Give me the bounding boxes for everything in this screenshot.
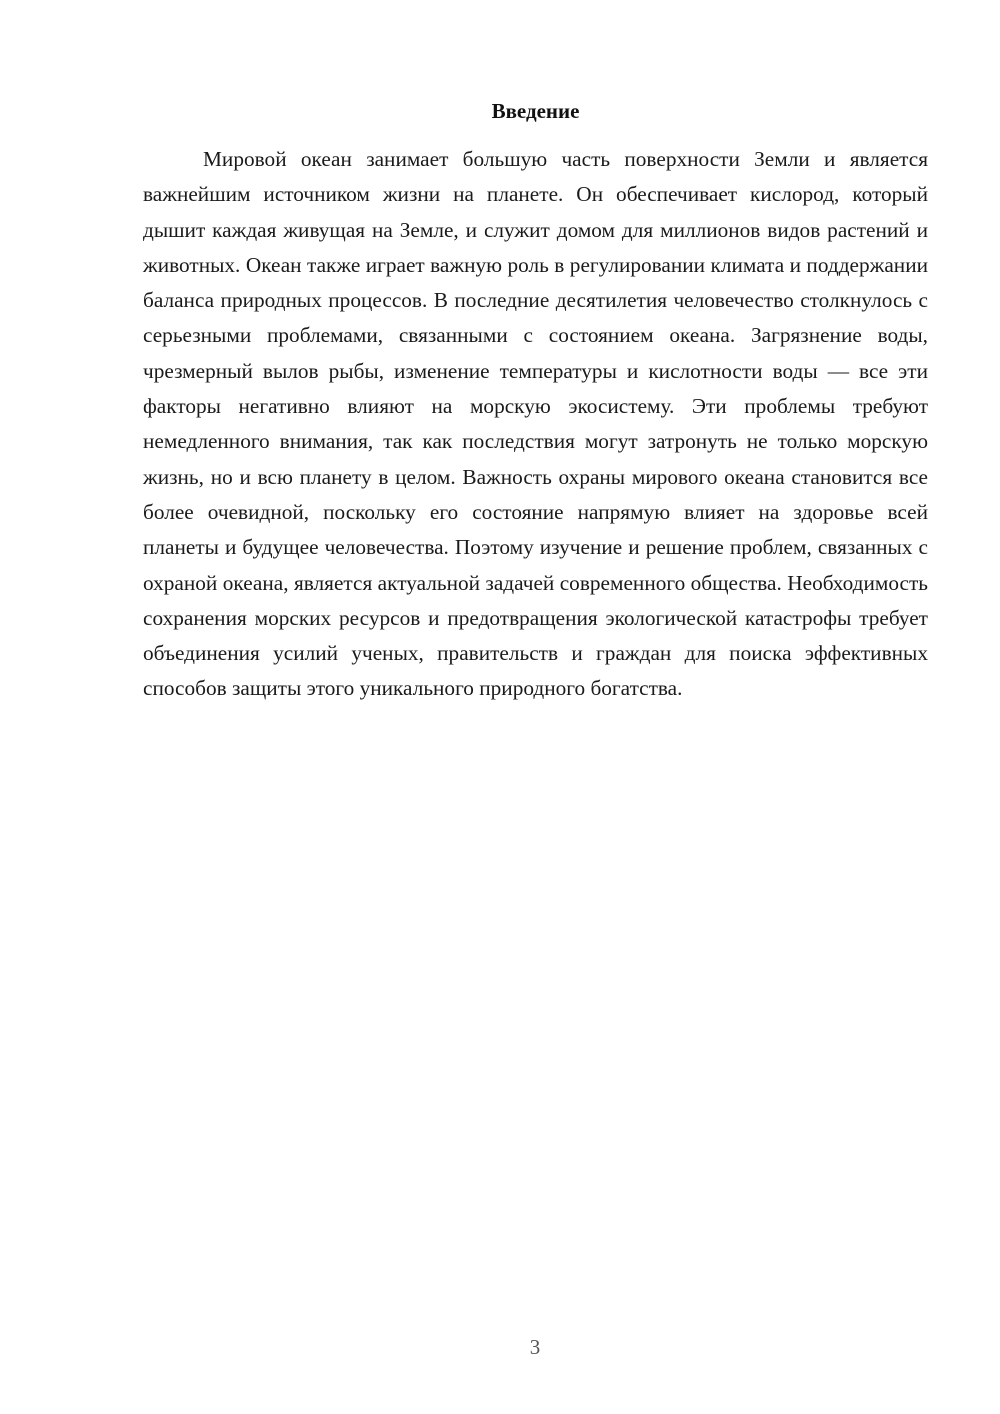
page-number: 3: [529, 1335, 541, 1359]
section-heading: Введение: [491, 99, 580, 123]
introduction-paragraph: Мировой океан занимает большую часть поверхности Земли и является важнейшим источником жизни на планете. Он обеспечивает кислород, который дышит каждая живущая на Земле, и служит домом для миллионов видов растений и животных. Океан также играет важную роль в регулировании климата и поддержании баланса природных процессов. В последние десятилетия человечество столкнулось с серьезными проблемами, связанными с состоянием океана. Загрязнение воды, чрезмерный вылов рыбы, изменение температуры и кислотности воды — все эти факторы негативно влияют на морскую экосистему. Эти проблемы требуют немедленного внимания, так как последствия могут затронуть не только морскую жизнь, но и всю планету в целом. Важность охраны мирового океана становится все более очевидной, поскольку его состояние напрямую влияет на здоровье всей планеты и будущее человечества. Поэтому изучение и решение проблем, связанных с охраной океана, является актуальной задачей современного общества. Необходимость сохранения морских ресурсов и предотвращения экологической катастрофы требует объединения усилий ученых, правительств и граждан для поиска эффективных способов защиты этого уникального природного богатства.: [143, 147, 928, 701]
